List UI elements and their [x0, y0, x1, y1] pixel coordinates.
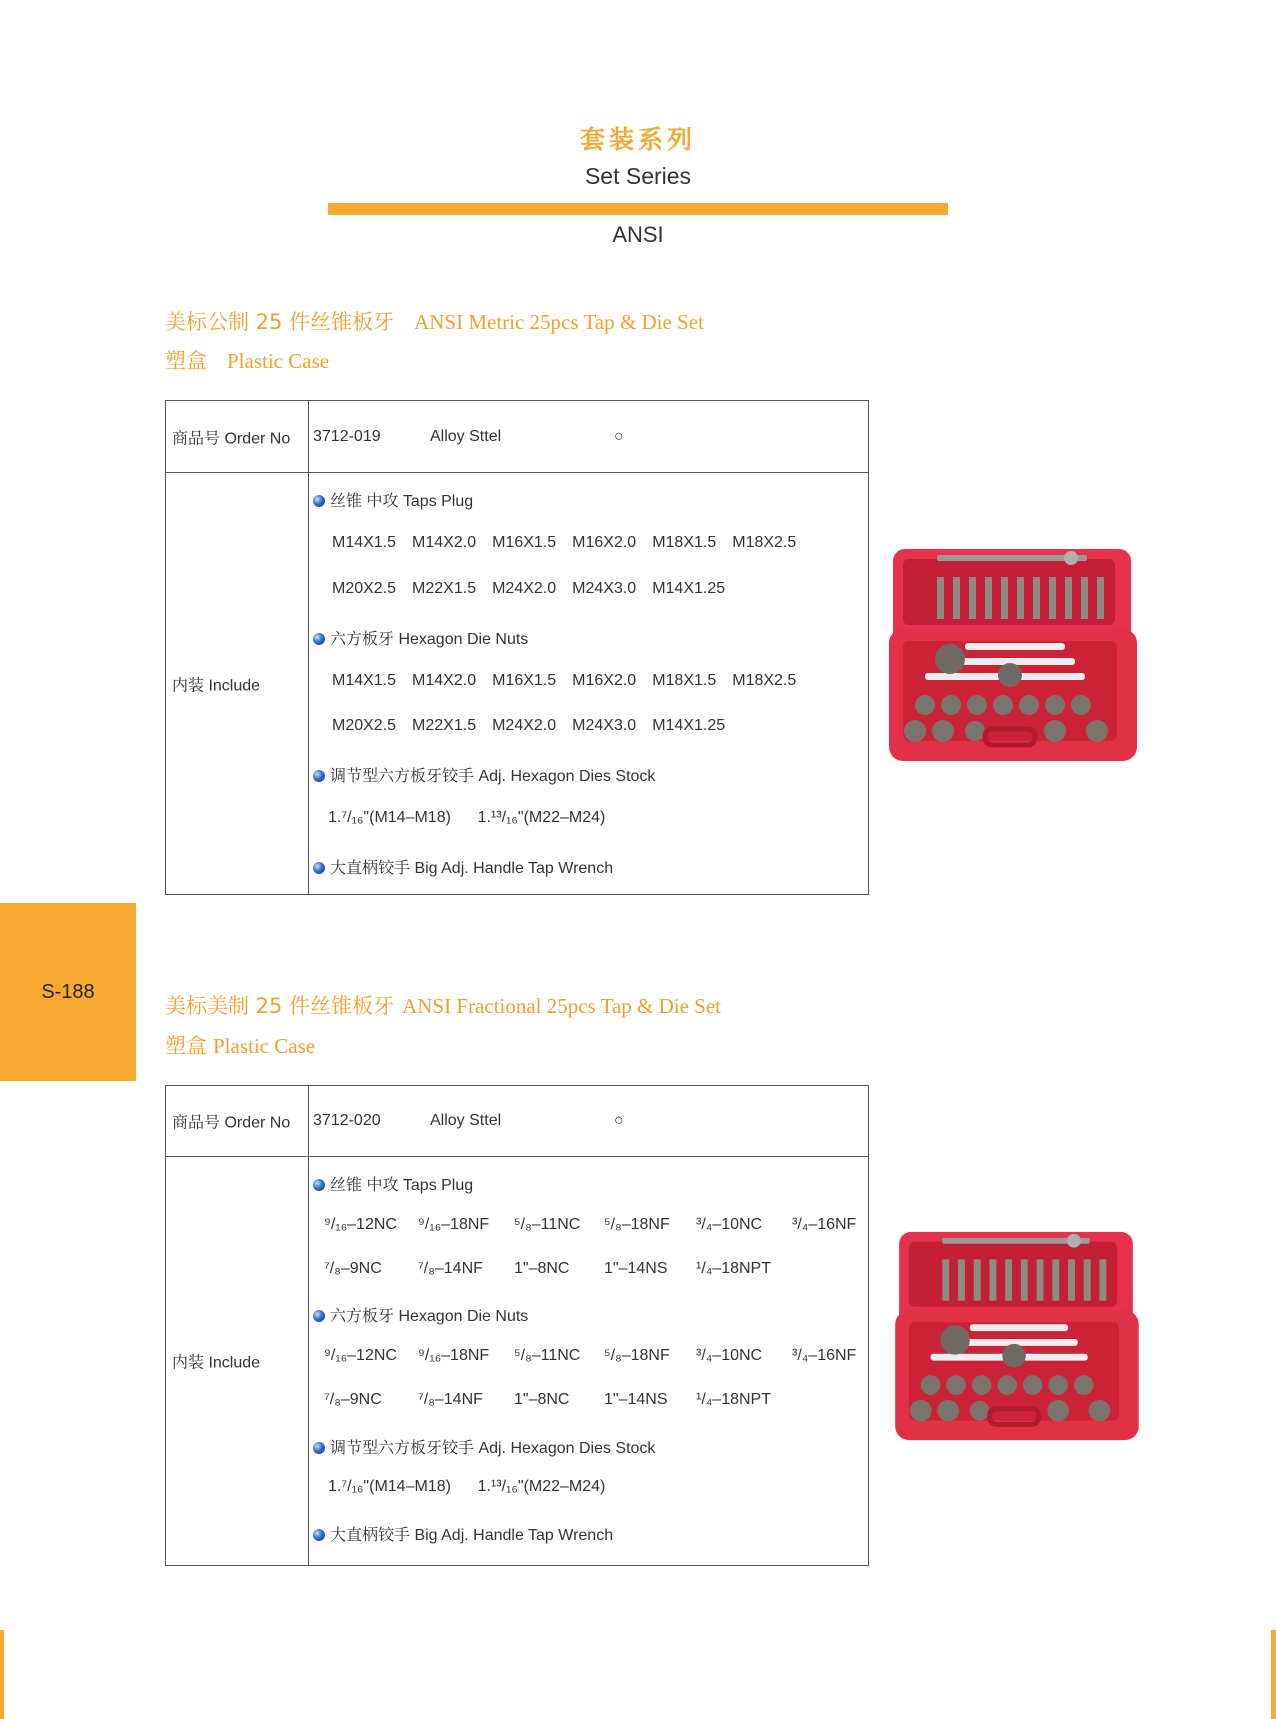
material: Alloy Sttel — [430, 1112, 502, 1129]
page-number: S-188 — [41, 981, 95, 1003]
section-2-case-en: Plastic Case — [213, 1034, 316, 1058]
taps-sizes-line-2: ⁷/₈–9NC ⁷/₈–14NF 1"–8NC 1"–14NS ¹/₄–18NPT — [324, 1260, 771, 1277]
order-row — [166, 1086, 868, 1157]
dies-heading: 六方板牙 Hexagon Die Nuts — [313, 1303, 528, 1326]
section-1-title-cn: 美标公制 25 件丝锥板牙 — [165, 310, 395, 334]
order-number: 3712-020 — [313, 1112, 381, 1129]
taps-sizes-line-1: ⁹/₁₆–12NC ⁹/₁₆–18NF ⁵/₈–11NC ⁵/₈–18NF ³/₄–10NC ³/₄–16NF — [324, 1216, 857, 1233]
catalog-title-en: Set Series — [584, 163, 692, 189]
dies-sizes-line-2: M20X2.5 M22X1.5 M24X2.0 M24X3.0 M14X1.25 — [332, 717, 726, 734]
header-divider-bar — [328, 203, 948, 215]
bullet-icon — [313, 1310, 325, 1322]
bullet-icon — [313, 633, 325, 645]
section-1-spec-table — [165, 400, 869, 895]
taps-heading: 丝锥 中攻 Taps Plug — [313, 1172, 473, 1195]
section-1-case-en: Plastic Case — [227, 349, 330, 373]
tap-die-set-photo — [885, 545, 1137, 767]
order-row — [166, 401, 868, 473]
stock-sizes: 1.⁷/₁₆"(M14–M18) 1.¹³/₁₆"(M22–M24) — [328, 1478, 606, 1495]
section-2-case — [165, 1030, 315, 1060]
section-1-title — [165, 306, 704, 336]
dies-sizes-line-1: M14X1.5 M14X2.0 M16X1.5 M16X2.0 M18X1.5 M18X2.5 — [332, 672, 797, 689]
material: Alloy Sttel — [430, 427, 502, 445]
stock-heading: 调节型六方板牙铰手 Adj. Hexagon Dies Stock — [313, 763, 655, 786]
availability-mark: ○ — [614, 1112, 624, 1129]
section-2-title — [165, 990, 721, 1020]
bullet-icon — [313, 1529, 325, 1541]
wrench-heading: 大直柄铰手 Big Adj. Handle Tap Wrench — [313, 1522, 613, 1545]
stock-heading: 调节型六方板牙铰手 Adj. Hexagon Dies Stock — [313, 1435, 655, 1458]
page-edge-right — [1271, 1630, 1276, 1719]
page-edge-left — [0, 1630, 4, 1719]
section-1-title-en: ANSI Metric 25pcs Tap & Die Set — [414, 310, 704, 334]
include-row — [166, 1157, 868, 1565]
bullet-icon — [313, 1442, 325, 1454]
section-2-title-cn: 美标美制 25 件丝锥板牙 — [165, 994, 395, 1018]
stock-sizes: 1.⁷/₁₆"(M14–M18) 1.¹³/₁₆"(M22–M24) — [328, 809, 606, 826]
include-label: 内装 Include — [172, 677, 261, 694]
taps-sizes-line-1: M14X1.5 M14X2.0 M16X1.5 M16X2.0 M18X1.5 M18X2.5 — [332, 534, 797, 551]
order-label: 商品号 Order No — [172, 430, 291, 447]
page-number-tab — [0, 903, 136, 1081]
dies-sizes-line-1: ⁹/₁₆–12NC ⁹/₁₆–18NF ⁵/₈–11NC ⁵/₈–18NF ³/₄–10NC ³/₄–16NF — [324, 1347, 857, 1364]
taps-sizes-line-2: M20X2.5 M22X1.5 M24X2.0 M24X3.0 M14X1.25 — [332, 580, 726, 597]
catalog-title-cn: 套装系列 — [579, 125, 696, 154]
bullet-icon — [313, 495, 325, 507]
wrench-heading: 大直柄铰手 Big Adj. Handle Tap Wrench — [313, 855, 613, 878]
dies-sizes-line-2: ⁷/₈–9NC ⁷/₈–14NF 1"–8NC 1"–14NS ¹/₄–18NPT — [324, 1391, 771, 1408]
tap-die-set-photo — [890, 1228, 1140, 1446]
bullet-icon — [313, 770, 325, 782]
section-2-case-cn: 塑盒 — [165, 1034, 207, 1058]
bullet-icon — [313, 862, 325, 874]
bullet-icon — [313, 1179, 325, 1191]
catalog-subtitle: ANSI — [612, 222, 664, 247]
include-label: 内装 Include — [172, 1354, 261, 1372]
taps-heading: 丝锥 中攻 Taps Plug — [313, 488, 473, 511]
dies-heading: 六方板牙 Hexagon Die Nuts — [313, 626, 528, 649]
order-number: 3712-019 — [313, 427, 381, 445]
availability-mark: ○ — [614, 427, 624, 445]
section-1-case-cn: 塑盒 — [165, 349, 207, 373]
section-1-case — [165, 345, 329, 375]
section-2-spec-table — [165, 1085, 869, 1566]
include-row — [166, 473, 868, 894]
section-2-title-en: ANSI Fractional 25pcs Tap & Die Set — [402, 994, 722, 1018]
order-label: 商品号 Order No — [172, 1114, 291, 1132]
